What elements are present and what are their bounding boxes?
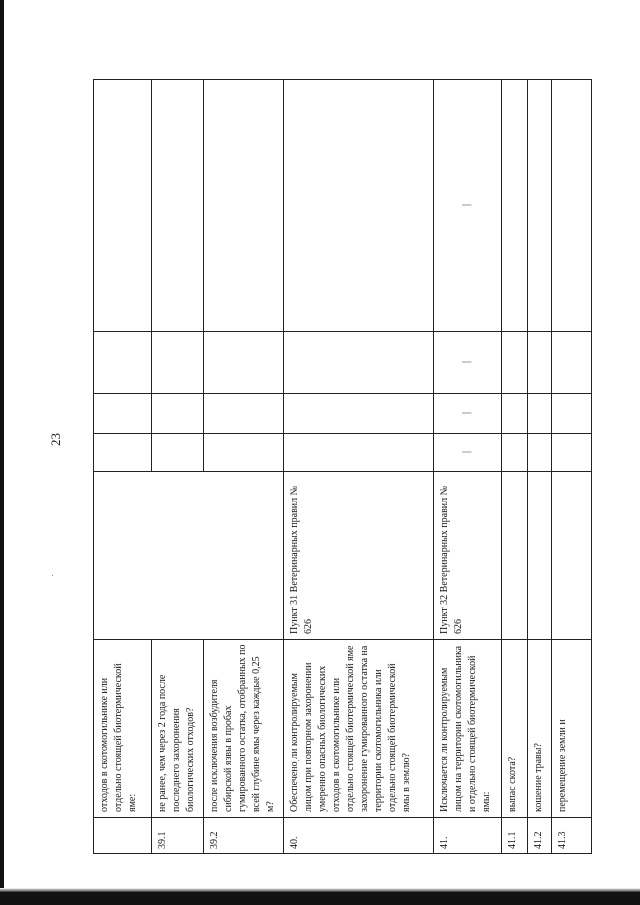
- table-row: [502, 80, 528, 854]
- row-legal-basis: [502, 472, 528, 640]
- row-legal-basis: Пункт 32 Ветеринарных правил № 626: [434, 472, 502, 640]
- row-note: [94, 80, 152, 332]
- row-mark-yes: [152, 434, 204, 472]
- row-mark-yes: [284, 434, 434, 472]
- row-mark-na: [552, 332, 592, 394]
- row-question: кошение травы?: [528, 640, 552, 818]
- row-mark-yes: [434, 434, 502, 472]
- dash-mark: |: [461, 361, 472, 364]
- table-row: [552, 80, 592, 854]
- row-mark-no: [434, 394, 502, 434]
- row-question: Обеспечено ли контролируемым лицом при повторном захоронении умеренно опасных биологических отходов в скотомогильнике или отдельно стоящей биотермической яме захоронение гумированного остатка на территории скотомогильника или отдельно стоящей биотермической ямы в землю?: [284, 640, 434, 818]
- row-note: [434, 80, 502, 332]
- row-question: Исключается ли контролируемым лицом на территории скотомогильника и отдельно стоящей биотермической ямы:: [434, 640, 502, 818]
- table-row: [152, 80, 204, 854]
- row-note: [528, 80, 552, 332]
- row-legal-basis: [94, 472, 284, 640]
- row-mark-no: [152, 394, 204, 434]
- row-question: не ранее, чем через 2 года после последнего захоронения биологических отходов?: [152, 640, 204, 818]
- row-note: [204, 80, 284, 332]
- row-note: [284, 80, 434, 332]
- dash-mark: |: [461, 204, 472, 207]
- row-mark-na: [528, 332, 552, 394]
- row-number: [94, 818, 152, 854]
- row-mark-yes: [502, 434, 528, 472]
- row-question: после исключения возбудителя сибирской язвы в пробах гумированного остатка, отобранных по всей глубине ямы через каждые 0,25 м?: [204, 640, 284, 818]
- row-number: 39.1: [152, 818, 204, 854]
- dash-mark: |: [461, 412, 472, 415]
- row-legal-basis: [552, 472, 592, 640]
- row-mark-na: [204, 332, 284, 394]
- row-legal-basis: Пункт 31 Ветеринарных правил № 626: [284, 472, 434, 640]
- row-note: [502, 80, 528, 332]
- row-number: 41.2: [528, 818, 552, 854]
- row-mark-na: [152, 332, 204, 394]
- row-mark-na: [502, 332, 528, 394]
- row-mark-yes: [552, 434, 592, 472]
- row-note: [552, 80, 592, 332]
- table-row: [434, 80, 502, 854]
- row-mark-yes: [528, 434, 552, 472]
- row-number: 41.3: [552, 818, 592, 854]
- row-question: выпас скота?: [502, 640, 528, 818]
- scan-edge-bottom: [0, 892, 640, 905]
- row-note: [152, 80, 204, 332]
- row-question: отходов в скотомогильнике или отдельно стоящей биотермической яме:: [94, 640, 152, 818]
- table-row: [204, 80, 284, 854]
- dash-mark: |: [461, 451, 472, 454]
- row-mark-no: [284, 394, 434, 434]
- row-mark-na: [94, 332, 152, 394]
- row-number: 40.: [284, 818, 434, 854]
- row-mark-no: [94, 394, 152, 434]
- row-mark-no: [528, 394, 552, 434]
- row-mark-yes: [94, 434, 152, 472]
- table-row: [528, 80, 552, 854]
- scan-speck: [52, 575, 53, 576]
- row-number: 41.: [434, 818, 502, 854]
- row-number: 41.1: [502, 818, 528, 854]
- row-mark-no: [204, 394, 284, 434]
- row-mark-na: [434, 332, 502, 394]
- page-number: 23: [48, 433, 63, 446]
- row-question: перемещение земли и: [552, 640, 592, 818]
- row-mark-no: [502, 394, 528, 434]
- row-legal-basis: [528, 472, 552, 640]
- table-row: [284, 80, 434, 854]
- row-number: 39.2: [204, 818, 284, 854]
- row-mark-yes: [204, 434, 284, 472]
- inspection-table: [93, 80, 591, 854]
- row-mark-no: [552, 394, 592, 434]
- row-mark-na: [284, 332, 434, 394]
- scan-edge-left: [0, 0, 4, 905]
- table-row: [94, 80, 152, 854]
